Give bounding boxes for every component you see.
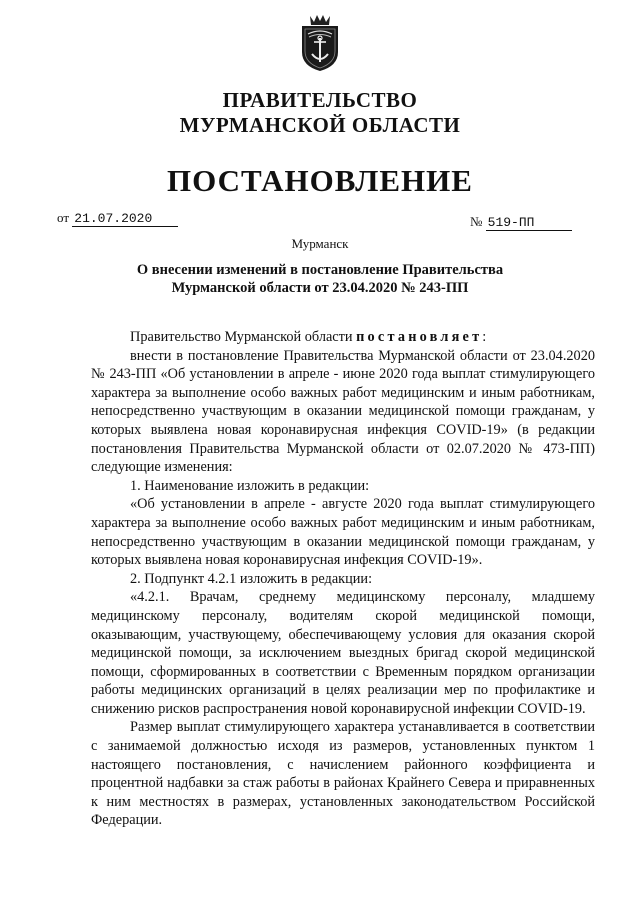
number-prefix: № <box>470 214 483 229</box>
document-number <box>470 214 572 231</box>
body-paragraph-2: 1. Наименование изложить в редакции: <box>130 477 370 494</box>
subject-line1: О внесении изменений в постановление Правительства <box>136 262 504 278</box>
intro-end: : <box>482 329 487 345</box>
coat-of-arms-icon <box>296 14 344 72</box>
body-paragraph-6: Размер выплат стимулирующего характера устанавливается в соответствии с занимаемой должностью исходя из размеров, установленных пунктом 1 настоящего постановления, с начислением районного коэффициента и процентной надбавки за стаж работы в районах Крайнего Севера и приравненных к ним местностях в размерах, установленных законодательством Российской Федерации. <box>91 719 595 829</box>
date-prefix: от <box>57 210 70 225</box>
document-body <box>91 328 595 830</box>
city-name: Мурманск <box>291 236 349 251</box>
government-title <box>0 88 640 138</box>
body-paragraph-3: «Об установлении в апреле - августе 2020 года выплат стимулирующего характера за выполнение особо важных работ медицинским и иным работникам, непосредственно участвующим в оказании медицинской помощи гражданам, у которых выявлена новая коронавирусная инфекция COVID-19». <box>91 496 595 569</box>
number-value: 519-ПП <box>486 215 572 231</box>
date-value: 21.07.2020 <box>72 211 178 227</box>
intro-paragraph <box>91 328 595 347</box>
document-date <box>57 210 178 227</box>
decree-word: постановляет <box>356 329 483 345</box>
government-title-line1: ПРАВИТЕЛЬСТВО <box>222 88 418 112</box>
body-paragraph-1: внести в постановление Правительства Мурманской области от 23.04.2020 № 243-ПП «Об установлении в апреле - июне 2020 года выплат стимулирующего характера за выполнение особо важных работ медицинским и иным работникам, непосредственно участвующим в оказании медицинской помощи гражданам, у которых выявлена новая коронавирусная инфекция COVID-19» (в редакции постановления Правительства Мурманской области от 02.07.2020 № 473-ПП) следующие изменения: <box>91 347 595 476</box>
body-paragraph-4: 2. Подпункт 4.2.1 изложить в редакции: <box>130 570 373 587</box>
subject-line2: Мурманской области от 23.04.2020 № 243-ПП <box>171 280 469 296</box>
document-subject <box>0 261 640 297</box>
government-title-line2: МУРМАНСКОЙ ОБЛАСТИ <box>179 113 461 137</box>
intro-start: Правительство Мурманской области <box>130 329 357 345</box>
document-type: ПОСТАНОВЛЕНИЕ <box>167 163 473 198</box>
body-paragraph-5: «4.2.1. Врачам, среднему медицинскому персоналу, младшему медицинскому персоналу, водителям скорой медицинской помощи, оказывающим, участвующему, обеспечивающему условия для оказания скорой медицинской помощи, за исключением выездных бригад скорой медицинской помощи, сформированных в соответствии с Временным порядком организации работы медицинских организаций в целях реализации мер по профилактике и снижению рисков распространения новой коронавирусной инфекции COVID-19. <box>91 589 595 717</box>
